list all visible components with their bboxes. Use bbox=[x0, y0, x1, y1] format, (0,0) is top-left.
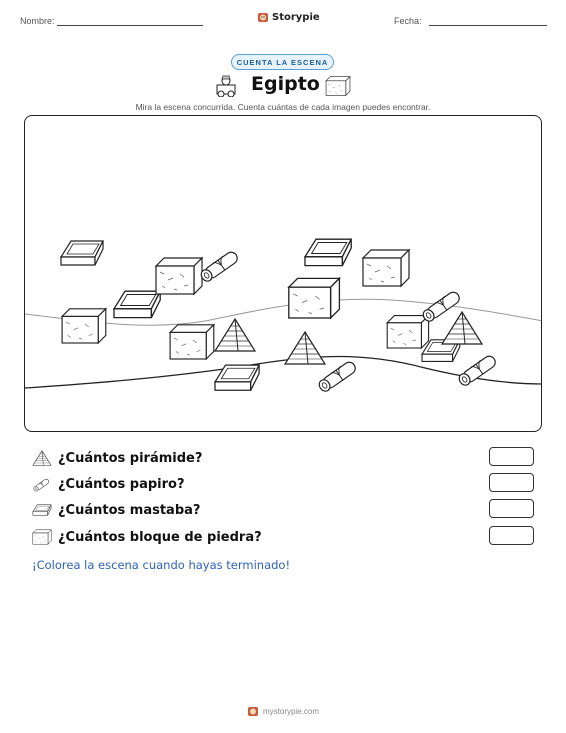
stone-block-item bbox=[156, 258, 202, 294]
question-text: ¿Cuántos papiro? bbox=[58, 476, 185, 492]
question-text: ¿Cuántos pirámide? bbox=[58, 450, 203, 466]
stone-block-item bbox=[289, 278, 340, 318]
stone-block-title-icon bbox=[325, 75, 351, 97]
question-row bbox=[32, 474, 185, 494]
title-row bbox=[213, 73, 353, 99]
coloring-note: ¡Colorea la escena cuando hayas terminado! bbox=[32, 558, 291, 572]
date-label: Fecha: bbox=[394, 16, 422, 26]
mastaba-icon bbox=[32, 501, 52, 519]
question-row bbox=[32, 500, 200, 520]
date-line[interactable] bbox=[429, 25, 547, 26]
question-text: ¿Cuántos mastaba? bbox=[58, 502, 201, 518]
question-text: ¿Cuántos bloque de piedra? bbox=[58, 529, 262, 545]
pyramid-icon bbox=[32, 449, 52, 467]
storypie-logo-icon bbox=[247, 705, 259, 717]
papyrus-item bbox=[457, 354, 498, 388]
pyramid-item bbox=[285, 332, 325, 364]
activity-badge: CUENTA LA ESCENA bbox=[231, 54, 334, 70]
answer-box-papyrus[interactable] bbox=[489, 473, 534, 492]
site-footer bbox=[0, 705, 566, 717]
storypie-logo-icon bbox=[257, 11, 269, 23]
page-title: Egipto bbox=[251, 73, 320, 95]
question-row bbox=[32, 527, 262, 547]
mastaba-item bbox=[305, 239, 351, 265]
brand-name: Storypie bbox=[272, 11, 320, 23]
egyptian-figure-icon bbox=[213, 75, 241, 97]
papyrus-item bbox=[317, 360, 358, 394]
answer-box-mastaba[interactable] bbox=[489, 499, 534, 518]
scene-illustration bbox=[25, 116, 542, 432]
name-line[interactable] bbox=[57, 25, 203, 26]
site-url: mystorypie.com bbox=[262, 706, 319, 716]
stone-block-item bbox=[387, 316, 428, 348]
mastaba-item bbox=[114, 291, 160, 317]
stone-block-icon bbox=[32, 528, 52, 546]
stone-block-item bbox=[170, 325, 214, 359]
answer-box-stone-block[interactable] bbox=[489, 526, 534, 545]
papyrus-item bbox=[199, 250, 240, 284]
stone-block-item bbox=[62, 309, 106, 343]
papyrus-icon bbox=[32, 475, 52, 493]
instructions: Mira la escena concurrida. Cuenta cuántas de cada imagen puedes encontrar. bbox=[135, 102, 431, 112]
name-label: Nombre: bbox=[20, 16, 55, 26]
question-row bbox=[32, 448, 202, 468]
answer-box-pyramid[interactable] bbox=[489, 447, 534, 466]
stone-block-item bbox=[363, 250, 409, 286]
mastaba-item bbox=[61, 241, 103, 265]
pyramid-item bbox=[442, 312, 482, 344]
pyramid-item bbox=[215, 319, 255, 351]
scene-panel bbox=[24, 115, 542, 432]
brand bbox=[257, 11, 320, 23]
